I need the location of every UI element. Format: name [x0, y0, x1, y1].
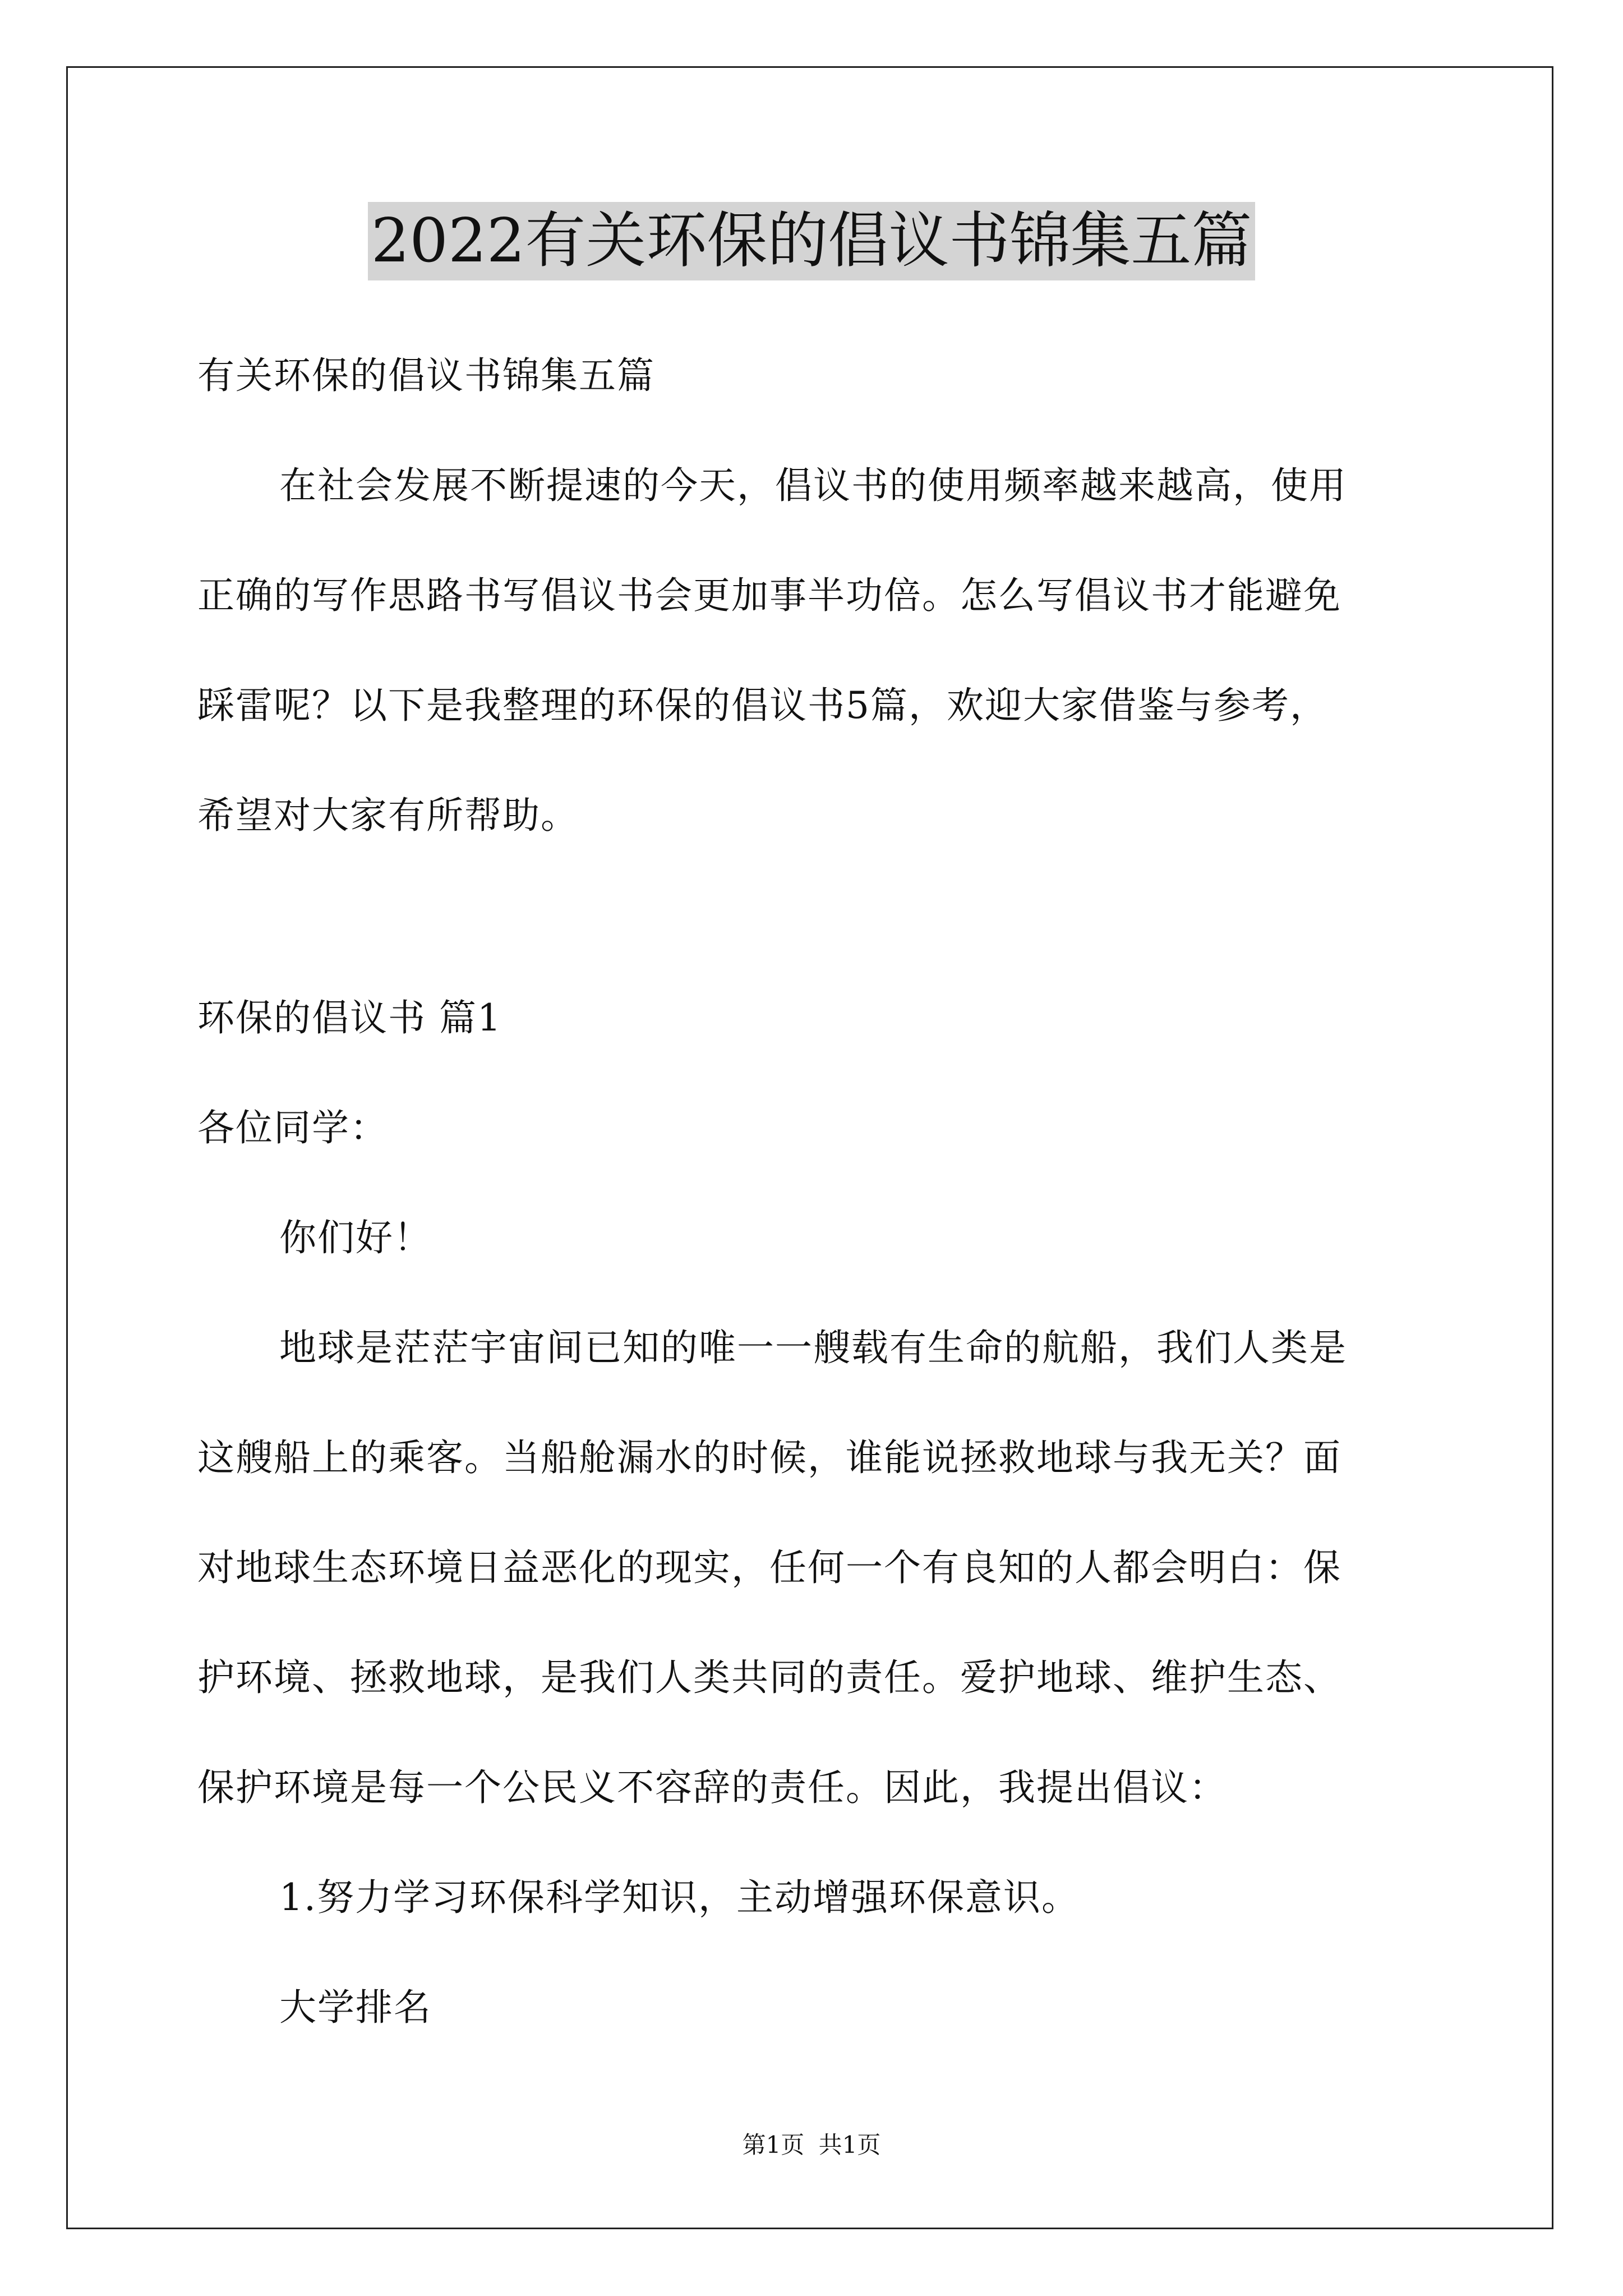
intro-line-3: 踩雷呢？以下是我整理的环保的倡议书5篇，欢迎大家借鉴与参考，	[197, 684, 1328, 727]
greeting: 你们好！	[279, 1216, 432, 1259]
body-line-1: 地球是茫茫宇宙间已知的唯一一艘载有生命的航船，我们人类是	[279, 1326, 1347, 1369]
document-title: 2022有关环保的倡议书锦集五篇	[368, 202, 1256, 280]
body-line-4: 护环境、拯救地球，是我们人类共同的责任。爱护地球、维护生态、	[197, 1656, 1341, 1699]
intro-line-2: 正确的写作思路书写倡议书会更加事半功倍。怎么写倡议书才能避免	[197, 574, 1341, 617]
salutation: 各位同学：	[197, 1106, 388, 1149]
body-line-3: 对地球生态环境日益恶化的现实，任何一个有良知的人都会明白：保	[197, 1546, 1341, 1589]
document-subtitle: 有关环保的倡议书锦集五篇	[197, 354, 655, 397]
title-container	[0, 202, 1623, 280]
page-footer	[0, 2129, 1623, 2161]
section-heading: 环保的倡议书 篇1	[197, 996, 502, 1039]
intro-line-4: 希望对大家有所帮助。	[197, 794, 579, 837]
intro-line-1: 在社会发展不断提速的今天，倡议书的使用频率越来越高，使用	[279, 464, 1347, 507]
trailing-line: 大学排名	[279, 1986, 432, 2029]
page-current: 第1页	[742, 2131, 805, 2159]
page-total: 共1页	[818, 2131, 881, 2159]
body-line-5: 保护环境是每一个公民义不容辞的责任。因此，我提出倡议：	[197, 1766, 1227, 1809]
body-line-2: 这艘船上的乘客。当船舱漏水的时候，谁能说拯救地球与我无关？面	[197, 1436, 1341, 1479]
point-1: 1.努力学习环保科学知识，主动增强环保意识。	[279, 1876, 1080, 1919]
